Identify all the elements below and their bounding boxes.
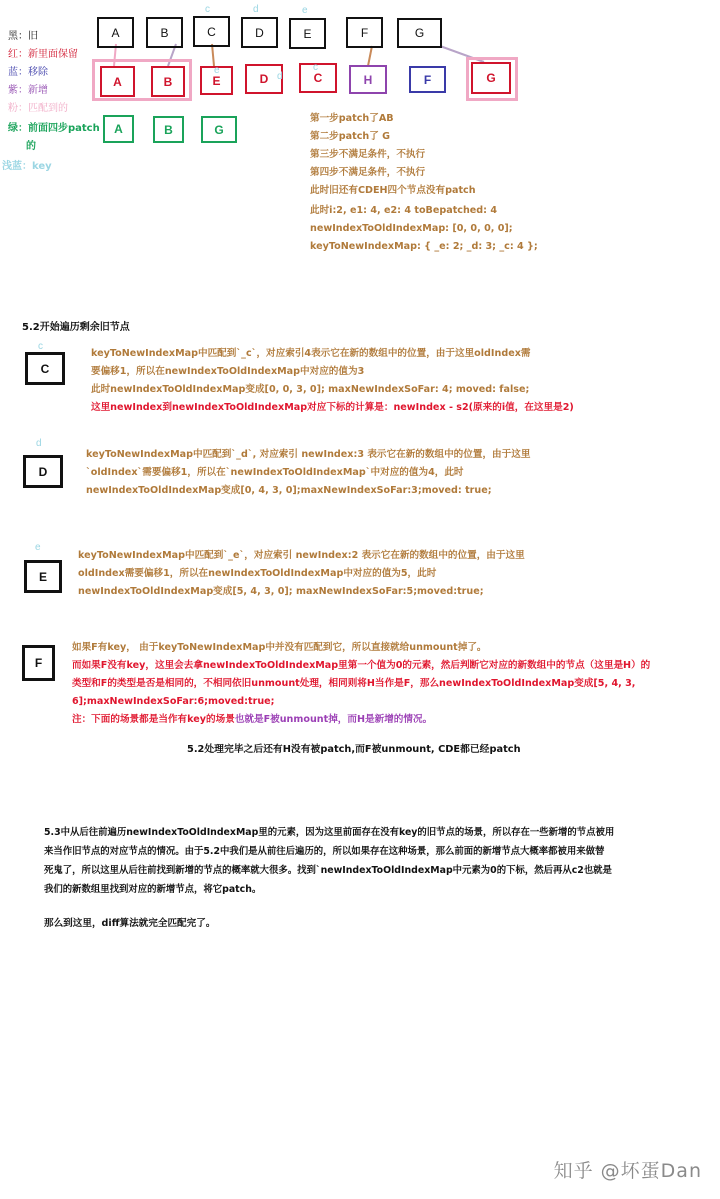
- old-node-b: B: [146, 17, 183, 48]
- block-c-node: C: [25, 352, 65, 385]
- new-node-d: D: [245, 64, 283, 94]
- block-c-key: c: [38, 341, 43, 352]
- step-6: 此时i:2, e1: 4, e2: 4 toBepatched: 4: [310, 205, 498, 216]
- block-c-line-1: keyToNewIndexMap中匹配到`_c`，对应索引4表示它在新的数组中的位置，由于这里oldIndex需: [91, 348, 531, 359]
- paragraph-line-2: 来当作旧节点的对应节点的情况。由于5.2中我们是从前往后遍历的，所以如果存在这种场景，那么前面的新增节点大概率都被用来做替: [44, 846, 605, 857]
- old-key-c: c: [205, 4, 210, 15]
- connector-f: [368, 46, 372, 66]
- step-3: 第三步不满足条件，不执行: [310, 149, 426, 160]
- step-4: 第四步不满足条件，不执行: [310, 167, 426, 178]
- paragraph-line-1: 5.3中从后往前遍历newIndexToOldIndexMap里的元素，因为这里前面存在没有key的旧节点的场景，所以存在一些新增的节点被用: [44, 827, 615, 838]
- block-f-node: F: [22, 645, 55, 681]
- step-1: 第一步patch了AB: [310, 113, 394, 124]
- block-e-line-1: keyToNewIndexMap中匹配到`_e`，对应索引 newIndex:2 表示它在新的数组中的位置，由于这里: [78, 550, 525, 561]
- step-5: 此时旧还有CDEH四个节点没有patch: [310, 185, 476, 196]
- step-8: keyToNewIndexMap: { _e: 2; _d: 3; _c: 4 };: [310, 241, 538, 252]
- block-d-text: [86, 446, 530, 500]
- steps-text: [310, 110, 538, 256]
- connector-c: [212, 44, 214, 66]
- old-node-g: G: [397, 18, 442, 48]
- old-key-d: d: [253, 4, 259, 15]
- old-node-c: C: [193, 16, 230, 47]
- block-f-red-line-2: 类型和F的类型是否是相同的，不相同依旧unmount处理，相同则将H当作是F，那么newIndexToOldIndexMap变成[5, 4, 3,: [72, 678, 636, 689]
- legend-green-2: 的: [26, 141, 36, 152]
- new-node-f: F: [409, 66, 446, 93]
- block-f-note: [72, 711, 650, 729]
- legend-purple: 紫：新增: [8, 85, 48, 96]
- block-e-line-2: oldIndex需要偏移1，所以在newIndexToOldIndexMap中对应的值为5，此时: [78, 568, 437, 579]
- patched-node-a: A: [103, 115, 134, 143]
- old-node-f: F: [346, 17, 383, 48]
- patched-node-g: G: [201, 116, 237, 143]
- old-node-e: E: [289, 18, 326, 49]
- block-c-line-2: 要偏移1，所以在newIndexToOldIndexMap中对应的值为3: [91, 366, 365, 377]
- old-key-e: e: [302, 5, 308, 16]
- new-node-b: B: [151, 66, 185, 97]
- block-f-note-purple: 也就是F被unmount掉，而H是新增的情况。: [234, 714, 433, 725]
- new-node-e: E: [200, 66, 233, 95]
- block-e-text: [78, 547, 525, 601]
- new-node-a: A: [100, 66, 135, 97]
- paragraph-line-3: 死鬼了，所以这里从后往前找到新增的节点的概率就大很多。找到`newIndexToOldIndexMap中元素为0的下标，然后再从c2也就是: [44, 865, 612, 876]
- block-c-text: [91, 345, 574, 417]
- block-f-line-1: 如果F有key， 由于keyToNewIndexMap中并没有匹配到它，所以直接就给unmount掉了。: [72, 642, 487, 653]
- block-f-text: [72, 639, 650, 729]
- block-f-red-line-3: 6];maxNewIndexSoFar:6;moved:true;: [72, 696, 275, 707]
- block-f-note-red: 注：下面的场景都是当作有key的场景: [72, 714, 235, 725]
- block-d-line-3: newIndexToOldIndexMap变成[0, 4, 3, 0];maxNewIndexSoFar:3;moved: true;: [86, 485, 492, 496]
- block-e-key: e: [35, 542, 41, 553]
- block-d-key: d: [36, 438, 42, 449]
- block-e-line-3: newIndexToOldIndexMap变成[5, 4, 3, 0]; maxNewIndexSoFar:5;moved:true;: [78, 586, 484, 597]
- summary-line: 5.2处理完毕之后还有H没有被patch,而F被unmount, CDE都已经patch: [187, 744, 521, 755]
- new-key-d: d: [277, 71, 283, 82]
- new-node-g: G: [471, 62, 511, 94]
- legend-lightblue: 浅蓝：key: [2, 161, 52, 172]
- step-2: 第二步patch了 G: [310, 131, 391, 142]
- new-node-h: H: [349, 65, 387, 94]
- new-node-c: C: [299, 63, 337, 93]
- conclusion-line: 那么到这里，diff算法就完全匹配完了。: [44, 918, 216, 929]
- block-d-node: D: [23, 455, 63, 488]
- block-c-red-line: 这里newIndex到newIndexToOldIndexMap对应下标的计算是：newIndex - s2(原来的i值，在这里是2): [91, 402, 574, 413]
- watermark: 知乎 @坏蛋Dan: [553, 1160, 702, 1182]
- block-e-node: E: [24, 560, 62, 593]
- step-7: newIndexToOldIndexMap: [0, 0, 0, 0];: [310, 223, 513, 234]
- block-f-red-line-1: 而如果F没有key，这里会去拿newIndexToOldIndexMap里第一个值为0的元素，然后判断它对应的新数组中的节点（这里是H）的: [72, 660, 651, 671]
- new-key-e: e: [214, 65, 220, 76]
- legend-blue: 蓝：移除: [8, 67, 48, 78]
- legend-red: 红：新里面保留: [8, 49, 78, 60]
- paragraph-line-4: 我们的新数组里找到对应的新增节点，将它patch。: [44, 884, 262, 895]
- section-title: 5.2开始遍历剩余旧节点: [22, 322, 130, 333]
- legend-pink: 粉：匹配到的: [8, 103, 68, 114]
- block-c-line-3: 此时newIndexToOldIndexMap变成[0, 0, 3, 0]; maxNewIndexSoFar: 4; moved: false;: [91, 384, 530, 395]
- new-key-c: c: [313, 62, 318, 73]
- block-d-line-2: `oldIndex`需要偏移1，所以在`newIndexToOldIndexMap`中对应的值为4，此时: [86, 467, 464, 478]
- block-d-line-1: keyToNewIndexMap中匹配到`_d`, 对应索引 newIndex:3 表示它在新的数组中的位置，由于这里: [86, 449, 531, 460]
- patched-node-b: B: [153, 116, 184, 143]
- old-node-a: A: [97, 17, 134, 48]
- legend-green: 绿：前面四步patch: [8, 123, 100, 134]
- legend-black: 黑：旧: [8, 31, 38, 42]
- old-node-d: D: [241, 17, 278, 48]
- section-5-3-paragraph: [44, 823, 614, 899]
